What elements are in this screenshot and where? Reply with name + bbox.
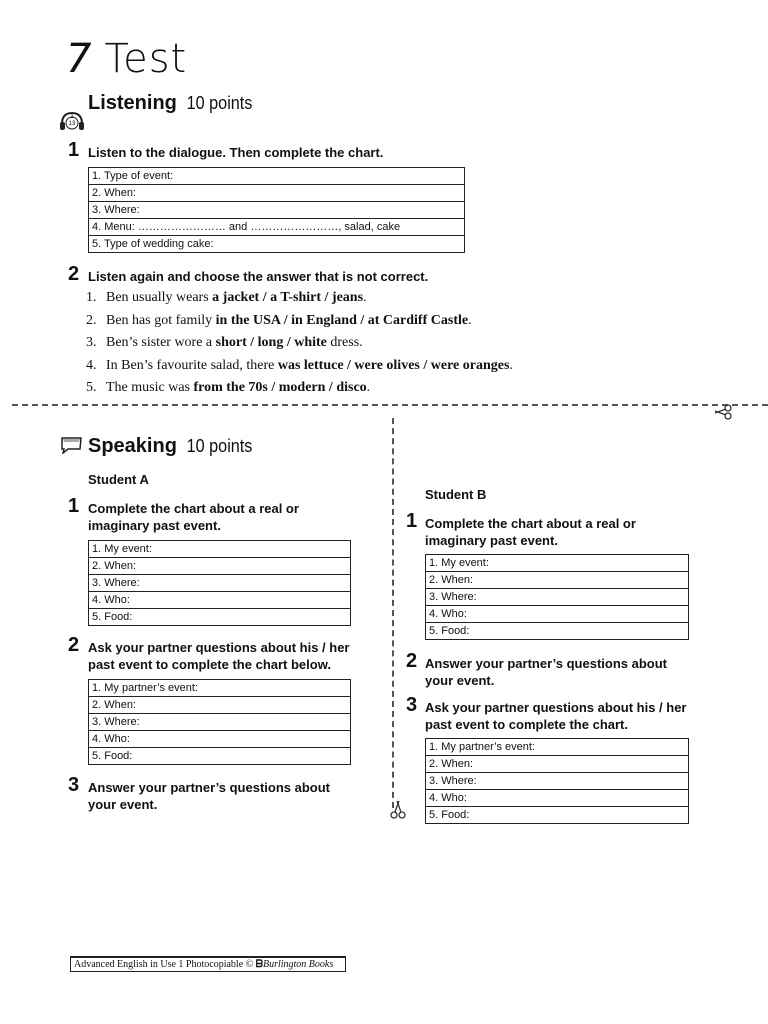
chart-cell[interactable]: 1. My event:	[426, 555, 689, 572]
chart-cell[interactable]: 3. Where:	[426, 589, 689, 606]
item-text: The music was	[106, 380, 194, 395]
item-text: Ben usually wears	[106, 290, 213, 305]
student-a-chart-1	[88, 540, 351, 626]
chart-cell[interactable]: 1. My partner’s event:	[89, 680, 351, 697]
question-line: Answer your partner’s questions about	[425, 656, 667, 671]
item-number: 5.	[86, 380, 97, 395]
item-number: 3.	[86, 335, 97, 350]
question-line: your event.	[88, 797, 158, 812]
student-a-q1-number: 1	[68, 495, 80, 517]
student-b-q1-number: 1	[406, 510, 418, 532]
table-row	[89, 202, 465, 219]
listening-q2-text: Listen again and choose the answer that is not correct.	[88, 269, 429, 284]
student-a-q2-text	[88, 639, 350, 673]
table-row	[426, 555, 689, 572]
speaking-label: Speaking	[88, 435, 177, 457]
cut-line-horizontal	[12, 404, 768, 406]
student-b-q2-number: 2	[406, 650, 418, 672]
chart-cell[interactable]: 4. Who:	[89, 731, 351, 748]
table-row	[426, 623, 689, 640]
student-b-chart-2	[425, 738, 689, 824]
table-row	[89, 697, 351, 714]
footer-publisher: Burlington Books	[262, 959, 334, 970]
chart-cell[interactable]: 2. When:	[426, 572, 689, 589]
chart-cell[interactable]: 3. Where:	[89, 575, 351, 592]
student-b-q3-text	[425, 699, 687, 733]
student-b-q2-text	[425, 655, 667, 689]
listening-q1-text: Listen to the dialogue. Then complete the chart.	[88, 145, 384, 160]
item-options[interactable]: in the USA / in England / at Cardiff Castle	[215, 313, 469, 328]
scissors-icon	[714, 404, 734, 425]
listening-label: Listening	[88, 92, 177, 114]
question-line: past event to complete the chart.	[425, 717, 628, 732]
question-line: Complete the chart about a real or	[88, 501, 299, 516]
scissors-icon	[390, 800, 406, 825]
table-row	[89, 558, 351, 575]
item-text: In Ben’s favourite salad, there	[106, 358, 278, 373]
table-row	[426, 756, 689, 773]
table-row	[89, 219, 465, 236]
table-row	[426, 790, 689, 807]
chart-cell[interactable]: 2. When:	[89, 558, 351, 575]
question-line: imaginary past event.	[425, 533, 558, 548]
chart-cell[interactable]: 3. Where:	[89, 714, 351, 731]
table-row	[426, 606, 689, 623]
listening-points: 10 points	[186, 93, 253, 113]
table-row	[89, 731, 351, 748]
chart-cell[interactable]: 4. Who:	[426, 790, 689, 807]
student-b-chart-1	[425, 554, 689, 640]
table-row	[426, 739, 689, 756]
unit-title	[66, 36, 187, 82]
item-text: Ben has got family	[106, 313, 216, 328]
student-a-label: Student A	[88, 472, 149, 487]
track-number: 1 13	[68, 114, 76, 127]
chart-cell[interactable]: 1. Type of event:	[89, 168, 465, 185]
student-a-q1-text	[88, 500, 299, 534]
table-row	[426, 807, 689, 824]
chart-cell[interactable]: 3. Where:	[426, 773, 689, 790]
speaking-title	[88, 435, 256, 458]
footer-text: Advanced English in Use 1 Photocopiable ©	[74, 959, 256, 970]
table-row	[89, 680, 351, 697]
table-row	[89, 185, 465, 202]
question-line: Answer your partner’s questions about	[88, 780, 330, 795]
table-row	[426, 773, 689, 790]
chart-cell[interactable]: 2. When:	[89, 185, 465, 202]
chart-cell[interactable]: 2. When:	[89, 697, 351, 714]
chart-cell[interactable]: 4. Who:	[89, 592, 351, 609]
listening-title	[88, 92, 256, 115]
item-text-end: .	[468, 313, 472, 328]
table-row	[89, 592, 351, 609]
question-line: past event to complete the chart below.	[88, 657, 331, 672]
unit-number: 7	[66, 36, 93, 82]
listening-chart	[88, 167, 465, 253]
item-text-end: dress.	[326, 335, 363, 350]
student-a-q2-number: 2	[68, 634, 80, 656]
speech-bubble-icon	[60, 436, 84, 459]
chart-cell[interactable]: 5. Food:	[89, 748, 351, 765]
question-line: Ask your partner questions about his / her	[88, 640, 350, 655]
question-line: imaginary past event.	[88, 518, 221, 533]
table-row	[426, 572, 689, 589]
chart-cell[interactable]: 4. Menu: …………………… and ……………………, salad, cake	[89, 219, 465, 236]
item-options[interactable]: short / long / white	[215, 335, 327, 350]
chart-cell[interactable]: 5. Type of wedding cake:	[89, 236, 465, 253]
question-line: your event.	[425, 673, 495, 688]
chart-cell[interactable]: 2. When:	[426, 756, 689, 773]
student-b-q3-number: 3	[406, 694, 418, 716]
listening-q1-number: 1	[68, 139, 80, 161]
table-row	[426, 589, 689, 606]
student-b-q1-text	[425, 515, 636, 549]
item-options[interactable]: from the 70s / modern / disco	[193, 380, 367, 395]
chart-cell[interactable]: 5. Food:	[426, 807, 689, 824]
student-a-q3-text	[88, 779, 330, 813]
table-row	[89, 748, 351, 765]
footer	[70, 956, 346, 972]
chart-cell[interactable]: 3. Where:	[89, 202, 465, 219]
item-options[interactable]: was lettuce / were olives / were oranges	[277, 358, 510, 373]
table-row	[89, 575, 351, 592]
item-text-end: .	[366, 380, 371, 395]
listening-q2-list	[86, 290, 646, 402]
speaking-points: 10 points	[186, 436, 253, 456]
item-number: 2.	[86, 313, 97, 328]
item-text: Ben’s sister wore a	[106, 335, 216, 350]
table-row	[89, 714, 351, 731]
question-line: Complete the chart about a real or	[425, 516, 636, 531]
chart-cell[interactable]: 5. Food:	[89, 609, 351, 626]
item-text-end: .	[509, 358, 513, 373]
chart-cell[interactable]: 1. My partner’s event:	[426, 739, 689, 756]
chart-cell[interactable]: 1. My event:	[89, 541, 351, 558]
publisher-logo-icon: ᗷ	[255, 959, 263, 970]
table-row	[89, 168, 465, 185]
cut-line-vertical	[392, 418, 394, 808]
item-options[interactable]: a jacket / a T-shirt / jeans	[212, 290, 364, 305]
listening-q2-number: 2	[68, 263, 80, 285]
student-a-chart-2	[88, 679, 351, 765]
item-number: 4.	[86, 358, 97, 373]
question-line: Ask your partner questions about his / her	[425, 700, 687, 715]
chart-cell[interactable]: 5. Food:	[426, 623, 689, 640]
student-a-q3-number: 3	[68, 774, 80, 796]
item-number: 1.	[86, 290, 97, 305]
table-row	[89, 236, 465, 253]
student-b-label: Student B	[425, 487, 487, 502]
table-row	[89, 541, 351, 558]
item-text-end: .	[363, 290, 367, 305]
test-title: Test	[104, 36, 188, 82]
table-row	[89, 609, 351, 626]
chart-cell[interactable]: 4. Who:	[426, 606, 689, 623]
